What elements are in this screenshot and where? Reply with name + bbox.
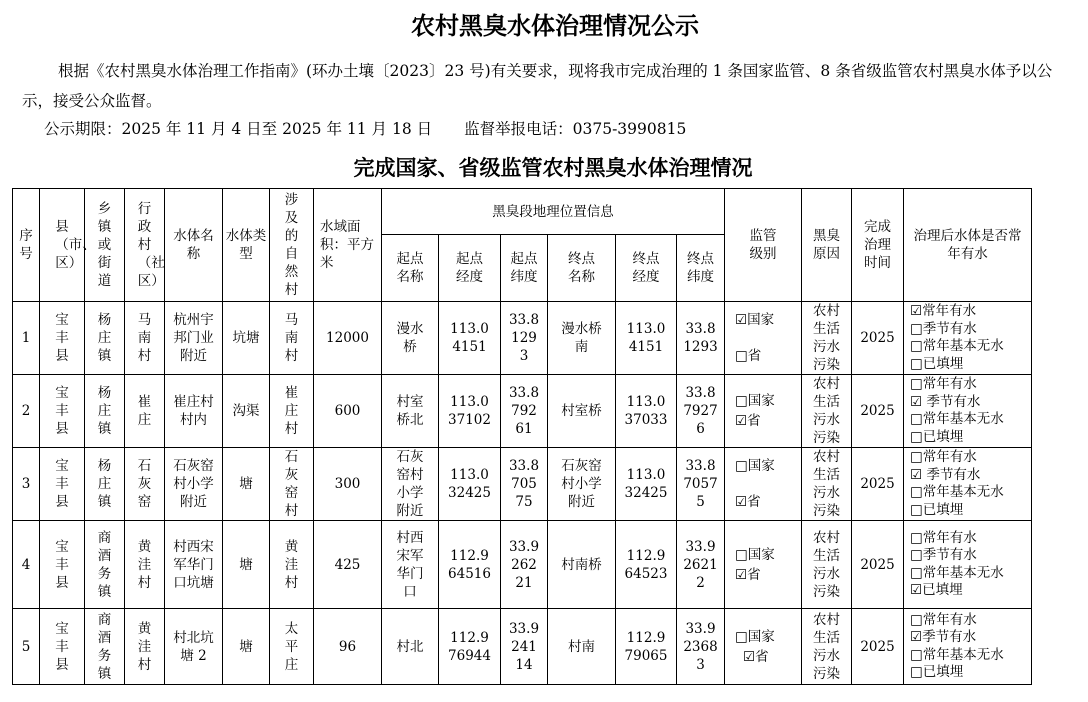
table-cell-text: 涉及的自然村 bbox=[284, 192, 299, 298]
header-village bbox=[125, 189, 165, 302]
table-cell bbox=[725, 448, 802, 521]
table-cell-text: 县（市、区） bbox=[55, 219, 96, 271]
table-cell bbox=[85, 302, 125, 375]
table-cell-text: 沟渠 bbox=[223, 375, 270, 448]
table-cell-text: 33.923683 bbox=[677, 609, 725, 685]
table-cell-text: 杨庄镇 bbox=[97, 385, 112, 437]
table-cell-text: □季节有水 bbox=[910, 547, 977, 563]
table-cell-text: ☑省 bbox=[735, 494, 761, 510]
table-row bbox=[13, 448, 1032, 521]
table-cell-text: 12000 bbox=[314, 302, 382, 375]
table-cell-text: ☑省 bbox=[743, 648, 769, 665]
table-cell bbox=[270, 609, 314, 685]
table-cell-text: 33.926221 bbox=[501, 521, 548, 609]
table-cell-text: 农村生活污水污染 bbox=[802, 375, 852, 448]
table-cell bbox=[904, 521, 1032, 609]
header-water-status: 治理后水体是否常年有水 bbox=[904, 189, 1032, 302]
table-cell-text: □国家 bbox=[735, 393, 775, 409]
table-cell-text: 33.926212 bbox=[677, 521, 725, 609]
table-cell-text: □国家 bbox=[735, 546, 775, 563]
table-cell-text: 113.037033 bbox=[616, 375, 677, 448]
table-cell-text: 村北 bbox=[382, 609, 439, 685]
table-cell-text: 2025 bbox=[852, 521, 904, 609]
header-area: 水域面积：平方米 bbox=[314, 189, 382, 302]
table-cell-text: ☑省 bbox=[735, 566, 761, 583]
header-start-lng: 起点经度 bbox=[439, 235, 501, 302]
table-cell bbox=[40, 448, 85, 521]
table-cell-text: ☑常年有水 bbox=[910, 303, 977, 319]
header-time: 完成治理时间 bbox=[852, 189, 904, 302]
table-cell-text: 村西宋军华门口坑塘 bbox=[165, 521, 223, 609]
table-cell bbox=[125, 521, 165, 609]
table-row bbox=[13, 302, 1032, 375]
table-cell bbox=[85, 609, 125, 685]
table-title: 完成国家、省级监管农村黑臭水体治理情况 bbox=[353, 156, 753, 180]
notice-period-line bbox=[44, 117, 686, 139]
table-cell-text: 漫水桥 bbox=[382, 302, 439, 375]
table-cell-text: 农村生活污水污染 bbox=[802, 609, 852, 685]
table-cell-text: 石灰窑 bbox=[137, 458, 152, 510]
table-cell-text: 序号 bbox=[19, 228, 33, 262]
table-cell bbox=[725, 521, 802, 609]
table-cell-text: 33.870575 bbox=[501, 448, 548, 521]
table-cell-text: 600 bbox=[314, 375, 382, 448]
header-geo-group: 黑臭段地理位置信息 bbox=[382, 189, 725, 235]
table-cell-text: 塘 bbox=[223, 609, 270, 685]
table-cell-text: 112.976944 bbox=[439, 609, 501, 685]
table-cell-text: 村西宋军华门口 bbox=[382, 521, 439, 609]
table-cell-text: 宝丰县 bbox=[55, 620, 69, 673]
table-cell-text: 2025 bbox=[852, 448, 904, 521]
table-cell-text: ☑ 季节有水 bbox=[910, 393, 981, 410]
table-cell-text: □常年基本无水 bbox=[910, 411, 1004, 427]
table-cell-text: □已填埋 bbox=[910, 355, 964, 372]
table-cell-text: 杨庄镇 bbox=[97, 458, 112, 510]
table-cell-text: □省 bbox=[735, 348, 762, 364]
table-cell-text: 4 bbox=[13, 521, 40, 609]
table-cell-text: □常年基本无水 bbox=[910, 484, 1004, 500]
header-water-type: 水体类型 bbox=[223, 189, 270, 302]
table-cell-text: 96 bbox=[314, 609, 382, 685]
table-cell bbox=[125, 609, 165, 685]
table-cell bbox=[270, 448, 314, 521]
table-cell-text: 石灰窑村 bbox=[284, 449, 299, 519]
table-cell bbox=[725, 609, 802, 685]
header-cause: 黑臭原因 bbox=[802, 189, 852, 302]
table-cell-text: 33.870575 bbox=[677, 448, 725, 521]
governance-table bbox=[12, 188, 1032, 685]
table-cell-text: ☑季节有水 bbox=[910, 629, 977, 645]
table-cell bbox=[725, 302, 802, 375]
table-cell-text: 村南桥 bbox=[548, 521, 616, 609]
table-cell-text: 崔庄村 bbox=[284, 385, 299, 437]
table-cell-text: □常年有水 bbox=[910, 376, 977, 392]
table-cell-text: □常年基本无水 bbox=[910, 646, 1004, 663]
table-cell bbox=[725, 375, 802, 448]
header-end-lng: 终点经度 bbox=[616, 235, 677, 302]
table-cell-text: □常年有水 bbox=[910, 611, 977, 628]
table-cell-text: 马南村 bbox=[137, 312, 152, 364]
table-cell bbox=[125, 302, 165, 375]
table-cell-text: 113.032425 bbox=[616, 448, 677, 521]
table-cell-text: 村南 bbox=[548, 609, 616, 685]
table-cell-text: □常年基本无水 bbox=[910, 564, 1004, 581]
table-cell-text: 坑塘 bbox=[223, 302, 270, 375]
table-cell-text: 33.81293 bbox=[677, 302, 725, 375]
table-cell-text: □已填埋 bbox=[910, 501, 964, 518]
table-row bbox=[13, 375, 1032, 448]
table-cell-text: □季节有水 bbox=[910, 320, 977, 337]
report-phone: 监督举报电话：0375-3990815 bbox=[464, 120, 687, 138]
table-cell-text: 1 bbox=[13, 302, 40, 375]
table-cell-text: 112.964523 bbox=[616, 521, 677, 609]
table-cell-text: 村室桥北 bbox=[382, 375, 439, 448]
table-cell-text: 425 bbox=[314, 521, 382, 609]
header-level: 监管级别 bbox=[725, 189, 802, 302]
table-cell-text: 商酒务镇 bbox=[97, 611, 112, 682]
table-cell-text: 乡镇或街道 bbox=[97, 201, 112, 289]
table-cell-text: 宝丰县 bbox=[55, 385, 69, 437]
table-cell-text: 3 bbox=[13, 448, 40, 521]
table-cell-text: 33.879276 bbox=[677, 375, 725, 448]
table-cell-text: 商酒务镇 bbox=[97, 529, 112, 600]
table-cell bbox=[904, 448, 1032, 521]
table-cell bbox=[40, 302, 85, 375]
table-cell bbox=[85, 521, 125, 609]
table-cell-text: 黄洼村 bbox=[137, 538, 152, 591]
table-cell-text: 村北坑塘 2 bbox=[165, 609, 223, 685]
table-cell bbox=[40, 609, 85, 685]
table-cell-text: 33.879261 bbox=[501, 375, 548, 448]
table-cell-text: 宝丰县 bbox=[55, 312, 69, 364]
header-end-lat: 终点纬度 bbox=[677, 235, 725, 302]
table-cell-text: 5 bbox=[13, 609, 40, 685]
table-cell-text: □国家 bbox=[735, 458, 775, 474]
table-cell bbox=[40, 375, 85, 448]
table-cell bbox=[904, 609, 1032, 685]
header-natural-village bbox=[270, 189, 314, 302]
table-cell-text: 塘 bbox=[223, 521, 270, 609]
table-cell-text: 113.04151 bbox=[616, 302, 677, 375]
table-cell-text: 2025 bbox=[852, 302, 904, 375]
table-cell-text: □常年有水 bbox=[910, 529, 977, 546]
table-cell-text: 33.81293 bbox=[501, 302, 548, 375]
table-cell-text: 塘 bbox=[223, 448, 270, 521]
table-cell bbox=[40, 521, 85, 609]
header-seq bbox=[13, 189, 40, 302]
table-cell bbox=[270, 521, 314, 609]
table-cell-text: 石灰窑村小学附近 bbox=[382, 448, 439, 521]
table-cell-text: □常年有水 bbox=[910, 449, 977, 465]
notice-period: 公示期限：2025 年 11 月 4 日至 2025 年 11 月 18 日 bbox=[44, 120, 433, 138]
table-cell-text: 农村生活污水污染 bbox=[802, 448, 852, 521]
table-cell-text: 农村生活污水污染 bbox=[802, 521, 852, 609]
table-cell-text: 宝丰县 bbox=[55, 538, 69, 591]
table-cell-text: ☑国家 bbox=[735, 312, 775, 328]
header-start-name: 起点名称 bbox=[382, 235, 439, 302]
table-cell-text: 112.964516 bbox=[439, 521, 501, 609]
header-end-name: 终点名称 bbox=[548, 235, 616, 302]
table-cell bbox=[904, 375, 1032, 448]
table-cell-text: 宝丰县 bbox=[55, 458, 69, 510]
table-row bbox=[13, 521, 1032, 609]
table-cell-text: 农村生活污水污染 bbox=[802, 302, 852, 375]
table-cell-text: 石灰窑村小学附近 bbox=[165, 448, 223, 521]
table-cell bbox=[85, 448, 125, 521]
table-cell-text: 马南村 bbox=[284, 312, 299, 364]
table-cell-text: 33.924114 bbox=[501, 609, 548, 685]
table-cell-text: 黄洼村 bbox=[137, 620, 152, 673]
table-cell-text: □已填埋 bbox=[910, 664, 964, 680]
table-cell-text: 崔庄 bbox=[137, 394, 152, 428]
table-cell-text: 113.037102 bbox=[439, 375, 501, 448]
table-cell-text: 石灰窑村小学附近 bbox=[548, 448, 616, 521]
header-water-name: 水体名称 bbox=[165, 189, 223, 302]
table-cell-text: 2 bbox=[13, 375, 40, 448]
table-cell bbox=[125, 448, 165, 521]
table-cell-text: 漫水桥南 bbox=[548, 302, 616, 375]
table-cell bbox=[85, 375, 125, 448]
table-cell-text: □国家 bbox=[735, 628, 775, 645]
table-cell-text: □常年基本无水 bbox=[910, 338, 1004, 354]
table-cell bbox=[125, 375, 165, 448]
table-cell-text: 杨庄镇 bbox=[97, 312, 112, 364]
table-cell-text: ☑省 bbox=[735, 413, 761, 429]
table-cell-text: 杭州宇邦门业附近 bbox=[165, 302, 223, 375]
table-cell-text: ☑已填埋 bbox=[910, 582, 963, 598]
intro-paragraph: 根据《农村黑臭水体治理工作指南》(环办土壤〔2023〕23 号)有关要求，现将我市完成治理的 1 条国家监管、8 条省级监管农村黑臭水体予以公示，接受公众监督。 bbox=[22, 62, 1053, 110]
table-cell-text: 2025 bbox=[852, 375, 904, 448]
table-cell-text: 太平庄 bbox=[284, 620, 299, 673]
header-county bbox=[40, 189, 96, 302]
table-row bbox=[13, 609, 1032, 685]
table-cell-text: 113.04151 bbox=[439, 302, 501, 375]
table-cell bbox=[270, 375, 314, 448]
table-cell-text: 300 bbox=[314, 448, 382, 521]
table-cell-text: 113.032425 bbox=[439, 448, 501, 521]
table-cell-text: 黄洼村 bbox=[284, 538, 299, 591]
page-title: 农村黑臭水体治理情况公示 bbox=[411, 12, 699, 40]
table-cell-text: 2025 bbox=[852, 609, 904, 685]
table-cell-text: 112.979065 bbox=[616, 609, 677, 685]
table-cell bbox=[270, 302, 314, 375]
table-cell-text: 崔庄村村内 bbox=[165, 375, 223, 448]
header-start-lat: 起点纬度 bbox=[501, 235, 548, 302]
table-cell-text: 村室桥 bbox=[548, 375, 616, 448]
table-cell-text: □已填埋 bbox=[910, 428, 964, 445]
table-cell bbox=[904, 302, 1032, 375]
table-cell-text: ☑ 季节有水 bbox=[910, 466, 981, 483]
table-cell-text: 行政村（社区） bbox=[137, 201, 165, 289]
